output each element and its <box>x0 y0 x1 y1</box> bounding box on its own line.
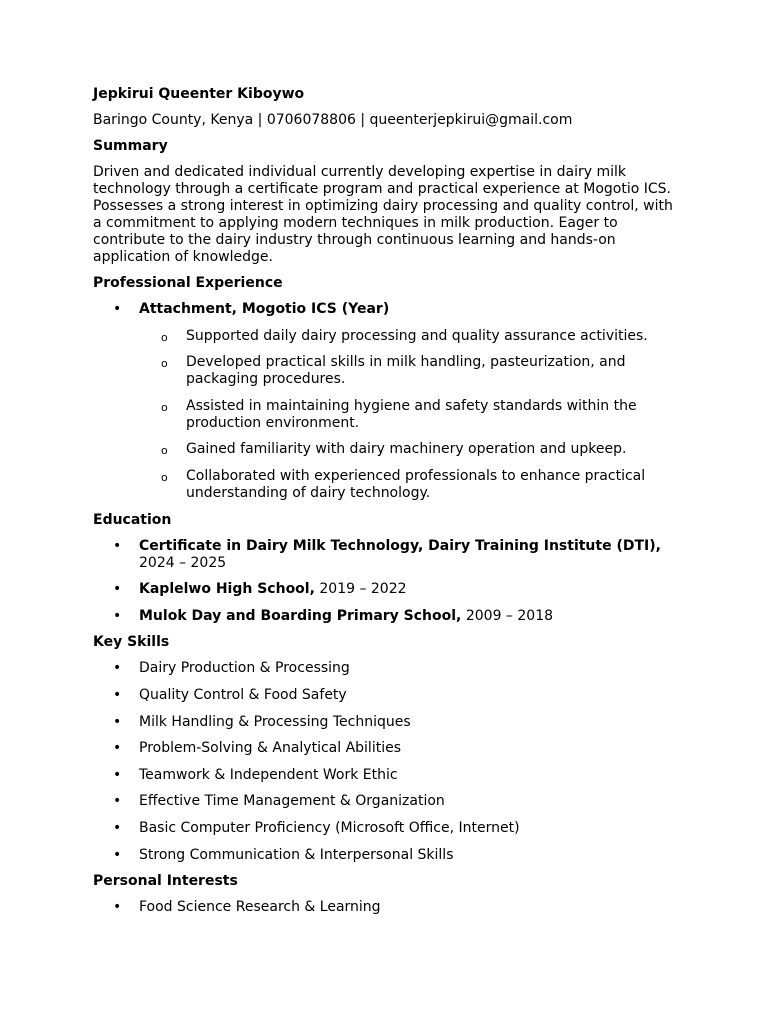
sub-bullet-icon: o <box>161 400 168 414</box>
bullet-icon: • <box>113 686 122 703</box>
school-name: Certificate in Dairy Milk Technology, Dairy Training Institute (DTI), <box>139 537 661 554</box>
skill-text: Basic Computer Proficiency (Microsoft Office, Internet) <box>139 819 520 836</box>
skill-item <box>93 767 678 784</box>
bullet-icon: • <box>113 607 122 624</box>
bullet-icon: • <box>113 819 122 836</box>
duty-item <box>139 328 678 345</box>
interests-heading: Personal Interests <box>93 873 238 890</box>
skill-item <box>93 714 678 731</box>
skill-item <box>93 820 678 837</box>
skill-item <box>93 793 678 810</box>
interests-list <box>93 899 678 916</box>
skills-list <box>93 660 678 863</box>
skill-text: Effective Time Management & Organization <box>139 793 445 810</box>
sub-bullet-icon: o <box>161 357 168 371</box>
bullet-icon: • <box>113 740 122 757</box>
interest-text: Food Science Research & Learning <box>139 899 381 916</box>
duty-item <box>139 354 678 388</box>
skill-item <box>93 847 678 864</box>
contact-info: Baringo County, Kenya | 0706078806 | queenterjepkirui@gmail.com <box>93 112 573 128</box>
skill-text: Teamwork & Independent Work Ethic <box>139 766 398 783</box>
duty-text: Collaborated with experienced professionals to enhance practical understanding of dairy technology. <box>186 467 646 501</box>
sub-bullet-icon: o <box>161 470 168 484</box>
experience-heading: Professional Experience <box>93 275 283 291</box>
duty-text: Gained familiarity with dairy machinery operation and upkeep. <box>186 441 627 458</box>
skill-item <box>93 740 678 757</box>
job-title: Attachment, Mogotio ICS (Year) <box>139 301 390 317</box>
school-name: Mulok Day and Boarding Primary School, <box>139 607 462 624</box>
school-years: 2019 – 2022 <box>319 581 407 598</box>
school-years: 2024 – 2025 <box>139 554 227 571</box>
duty-text: Supported daily dairy processing and quality assurance activities. <box>186 327 648 344</box>
education-item <box>93 581 678 598</box>
experience-list <box>93 301 678 502</box>
resume-page <box>93 86 678 926</box>
summary-text: Driven and dedicated individual currently developing expertise in dairy milk technology through a certificate program and practical experience at Mogotio ICS. Possesses a strong interest in optimizing dairy processing and quality control, with a commitment to applying modern techniques in milk production. Eager to contribute to the dairy industry through continuous learning and hands-on application of knowledge. <box>93 164 673 265</box>
skill-item <box>93 660 678 677</box>
skill-text: Strong Communication & Interpersonal Skills <box>139 846 454 863</box>
bullet-icon: • <box>113 846 122 863</box>
bullet-icon: • <box>113 899 122 916</box>
skills-heading: Key Skills <box>93 634 170 651</box>
sub-bullet-icon: o <box>161 444 168 458</box>
education-item <box>93 538 678 572</box>
education-item <box>93 608 678 625</box>
duty-text: Developed practical skills in milk handling, pasteurization, and packaging procedures. <box>186 354 626 388</box>
bullet-icon: • <box>113 581 122 598</box>
job-item <box>93 301 678 502</box>
duty-item <box>139 398 678 432</box>
duty-text: Assisted in maintaining hygiene and safety standards within the production environment. <box>186 397 637 431</box>
bullet-icon: • <box>113 660 122 677</box>
bullet-icon: • <box>113 713 122 730</box>
education-heading: Education <box>93 511 172 528</box>
duty-item <box>139 441 678 458</box>
skill-item <box>93 687 678 704</box>
skill-text: Dairy Production & Processing <box>139 660 350 677</box>
candidate-name: Jepkirui Queenter Kiboywo <box>93 86 305 102</box>
skill-text: Quality Control & Food Safety <box>139 686 347 703</box>
school-years: 2009 – 2018 <box>465 607 554 624</box>
duty-list <box>139 328 678 502</box>
summary-heading: Summary <box>93 138 168 154</box>
duty-item <box>139 468 678 502</box>
education-list <box>93 538 678 625</box>
skill-text: Milk Handling & Processing Techniques <box>139 713 411 730</box>
school-name: Kaplelwo High School, <box>139 581 315 598</box>
sub-bullet-icon: o <box>161 330 168 344</box>
bullet-icon: • <box>113 793 122 810</box>
skill-text: Problem-Solving & Analytical Abilities <box>139 740 402 757</box>
bullet-icon: • <box>113 301 122 317</box>
bullet-icon: • <box>113 537 122 554</box>
bullet-icon: • <box>113 766 122 783</box>
interest-item <box>93 899 678 916</box>
